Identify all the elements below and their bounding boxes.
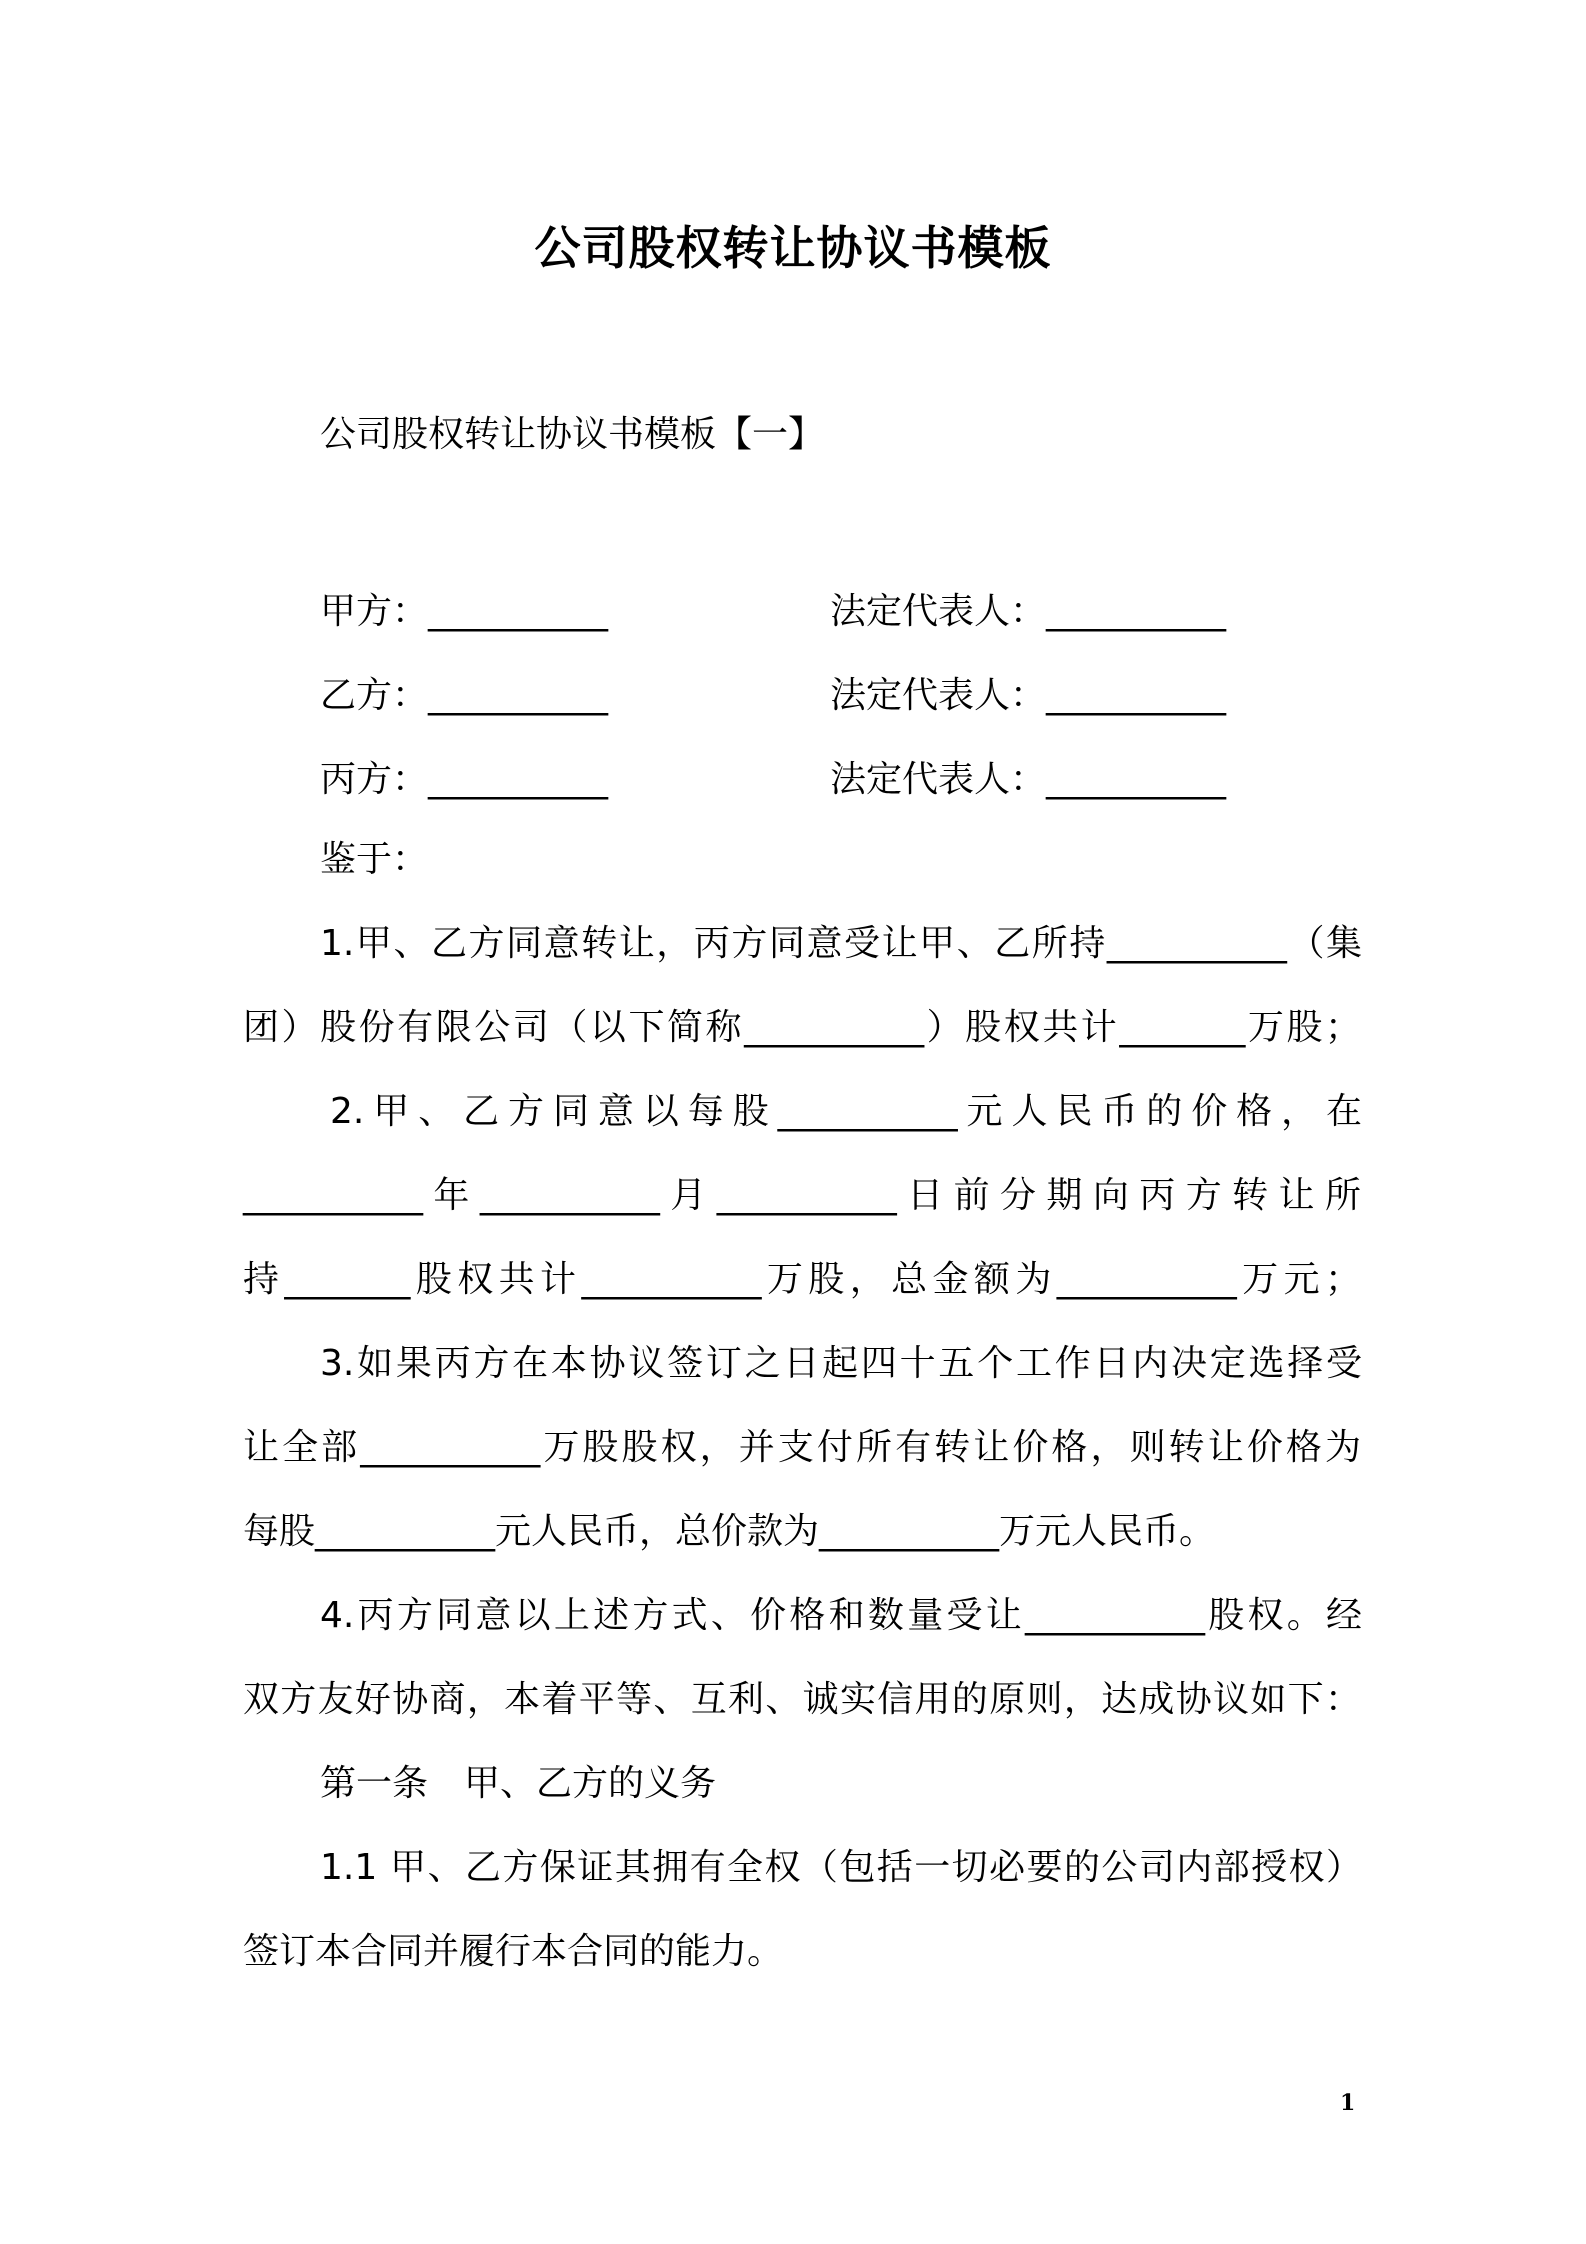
clause-1-line-2: 团）股份有限公司（以下简称__________）股权共计_______万股； bbox=[243, 1007, 1361, 1048]
clause-2-line-1: 2.甲、乙方同意以每股__________元人民币的价格，在 bbox=[330, 1091, 1362, 1132]
party-c-representative: 法定代表人：__________ bbox=[830, 759, 1227, 800]
party-row-a bbox=[320, 584, 1320, 640]
clause-3-line-3: 每股__________元人民币，总价款为__________万元人民币。 bbox=[243, 1511, 1216, 1552]
whereas-label: 鉴于： bbox=[320, 839, 429, 880]
clause-2-line-3: 持_______股权共计__________万股，总金额为__________万元； bbox=[243, 1259, 1361, 1300]
party-c-label: 丙方：__________ bbox=[320, 759, 609, 800]
section-heading: 公司股权转让协议书模板【一】 bbox=[320, 414, 825, 455]
page-number: 1 bbox=[1340, 2090, 1356, 2116]
clause-3-line-1: 3.如果丙方在本协议签订之日起四十五个工作日内决定选择受 bbox=[320, 1343, 1362, 1384]
clause-2-line-2: __________年__________月__________日前分期向丙方转让所 bbox=[243, 1175, 1361, 1216]
clause-1-line-1: 1.甲、乙方同意转让，丙方同意受让甲、乙所持__________（集 bbox=[320, 923, 1362, 964]
article-1-1-line-2: 签订本合同并履行本合同的能力。 bbox=[243, 1931, 784, 1972]
article-1-1-line-1: 1.1 甲、乙方保证其拥有全权（包括一切必要的公司内部授权） bbox=[320, 1847, 1362, 1888]
clause-3-line-2: 让全部__________万股股权，并支付所有转让价格，则转让价格为 bbox=[243, 1427, 1361, 1468]
party-row-c bbox=[320, 752, 1320, 808]
clause-4-line-2: 双方友好协商，本着平等、互利、诚实信用的原则，达成协议如下： bbox=[243, 1679, 1361, 1720]
party-b-representative: 法定代表人：__________ bbox=[830, 675, 1227, 716]
party-b-label: 乙方：__________ bbox=[320, 675, 609, 716]
party-row-b bbox=[320, 668, 1320, 724]
party-a-representative: 法定代表人：__________ bbox=[830, 591, 1227, 632]
party-a-label: 甲方：__________ bbox=[320, 591, 609, 632]
document-title: 公司股权转让协议书模板 bbox=[534, 221, 1052, 275]
clause-4-line-1: 4.丙方同意以上述方式、价格和数量受让__________股权。经 bbox=[320, 1595, 1362, 1636]
article-1-heading: 第一条 甲、乙方的义务 bbox=[320, 1763, 717, 1804]
